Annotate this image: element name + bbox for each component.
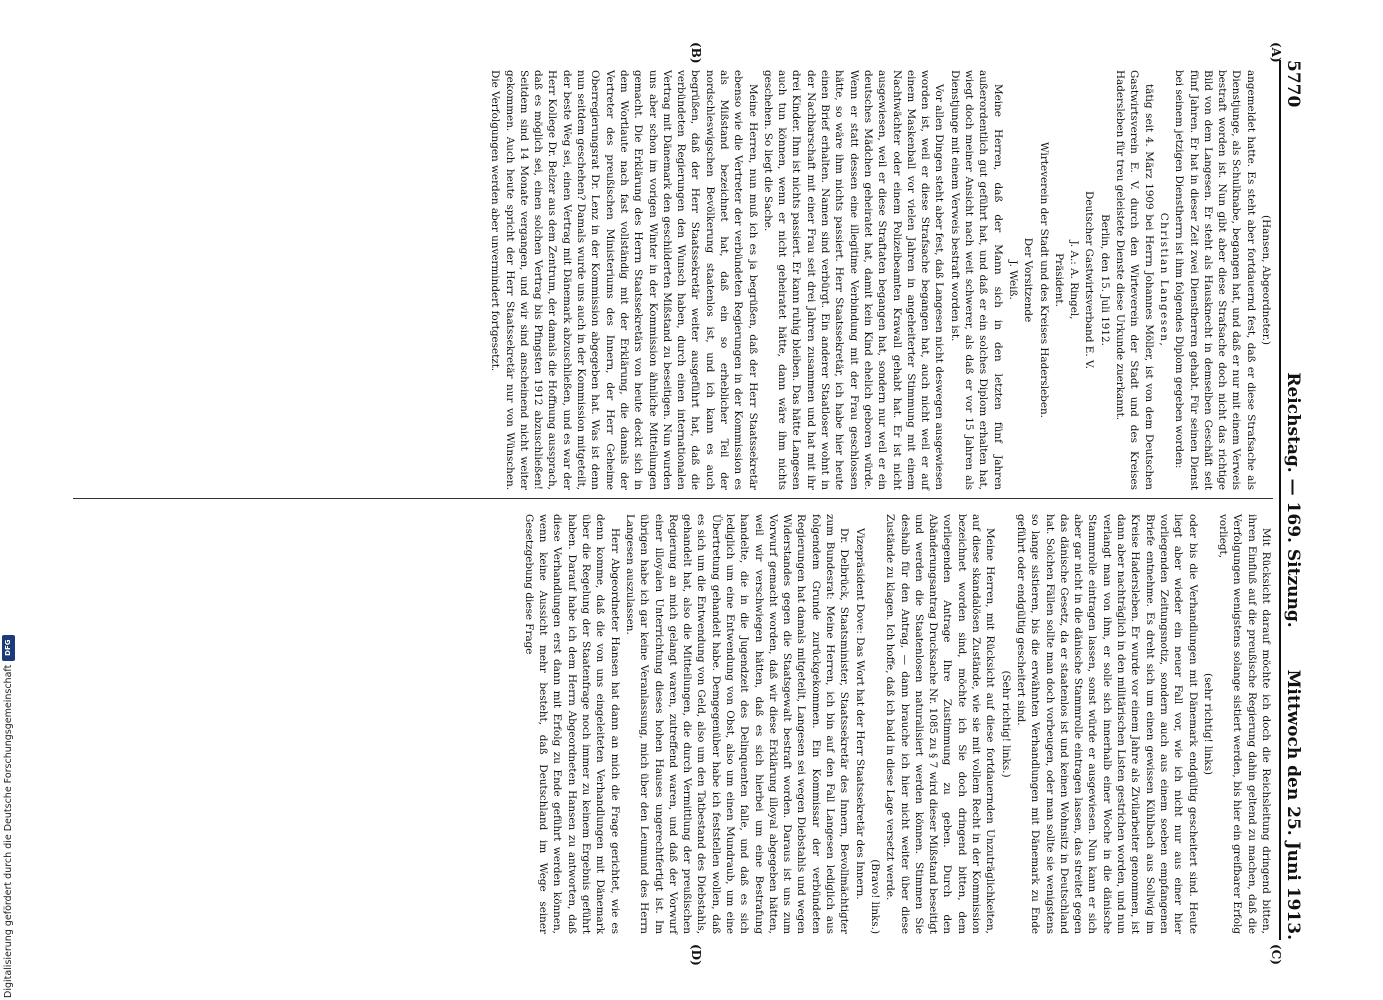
diploma-association: Wirteverein der Stadt und des Kreises Hadersleben. [1037, 142, 1050, 418]
interjection: (sehr richtig! links) [1201, 673, 1214, 775]
margin-marker-a: (A) [1269, 42, 1283, 63]
dfg-logo: DFG [2, 635, 15, 661]
paragraph: angemeldet hatte. Es steht aber fortdauernd fest, daß er diese Strafsache als Dienstjunge, als Schulknabe, begangen hat, und daß er nur mit einem Verweis bestraft worden ist. Nun gibt aber diese Strafsache doch nicht das richtige Bild von dem Langesen. Er steht als Hausknecht in demselben Geschäft seit fünf Jahren. Er hat in dieser Zeit zwei Dienstherren gehabt. Für seinen Dienst bei seinem jetzigen Dienstherrn ist ihm folgendes Diplom gegeben worden: [1173, 70, 1257, 490]
header-title: Reichstag. — 169. Sitzung. [1283, 372, 1303, 628]
credit-text: Digitalisierung gefördert durch die Deutsche Forschungsgemeinschaft [3, 664, 14, 998]
diploma-signature-title: Präsident. [1052, 253, 1065, 307]
paragraph: Meine Herren, daß der Mann sich in den letzten fünf Jahren außerordentlich gut geführt hat, und daß er ein solches Diplom erhalten hat, wiegt doch meiner Ansicht nach weit schwerer, als daß er vor 15 Jahren als Dienstjunge mit einem Verweis bestraft worden ist. [948, 70, 1004, 490]
paragraph: oder bis die Verhandlungen mit Dänemark endgültig gescheitert sind. Heute liegt aber wieder ein neuer Fall vor, wie ich nicht nur aus einer hier vorliegenden Zeitungsnotiz, sondern auch aus einem soeben empfangenen Briefe entnehme. Es dreht sich um einen gewissen Kühlbach aus Sollwig im Kreise Hadersleben. Er wurde vor einem Jahre als Zivilarbeiter genommen, ist dann aber nachträglich in den militärischen Listen gestrichen worden, und nun verlangt man von ihm, er solle sich innerhalb einer Woche in die dänische Stammrolle eintragen lassen, sonst würde er ausgewiesen. Nun kann er sich aber gar nicht in die dänische Stammrolle eintragen lassen, das streitet gegen das dänische Gesetz, da er staatenlos ist und keinen Wohnsitz in Deutschland hat. Solchen Fällen sollte man doch vorbeugen, oder man sollte sie wenigstens so lange sistieren, bis die erwähnten Verhandlungen mit Dänemark zu Ende geführt oder endgültig gescheitert sind. [1014, 514, 1199, 934]
diploma-signature: J. A.: A. Ringel, [1068, 240, 1081, 320]
header-date: Mittwoch den 25. Juni 1913. [1283, 669, 1303, 940]
speaker-tag: (Hansen, Abgeordneter.) [1260, 215, 1272, 345]
paragraph: Dr. Delbrück, Staatsminister, Staatssekretär des Innern, Bevollmächtigter zum Bundesrat: Meine Herren, ich bin auf den Fall Langesen lediglich aus folgendem Grunde zurückgekommen. Ein Kommissar der verbündeten Regierungen hat damals mitgeteilt, Langesen sei wegen Diebstahls und wegen Widerstandes gegen die Staatsgewalt bestraft worden. Daraus ist uns zum Vorwurf gemacht worden, daß wir diese Erklärung illoyal abgegeben hätten, weil wir verschwiegen hätten, daß es sich hierbei um eine Bestrafung handelte, die in die Jugendzeit des Delinquenten falle, und daß es sich lediglich um eine Entwendung von Obst, also um einen Mundraub, um eine Übertretung gehandelt habe. Demgegenüber habe ich feststellen wollen, daß es sich um die Entwendung von Geld, also um den Tatbestand des Diebstahls, gehandelt hat, also die Mitteilungen, die durch Vermittlung der preußischen Regierung an mich gelangt waren, zutreffend waren, und daß der Vorwurf einer illoyalen Unterrichtung dieses hohen Hauses ungerechtfertigt ist. Im übrigen habe ich gar keine Veranlassung, mich über den Leumund des Herrn Langesen auszulassen. [623, 514, 851, 934]
margin-marker-c: (C) [1269, 944, 1283, 965]
margin-marker-b: (B) [689, 42, 703, 64]
column-divider [73, 498, 1273, 499]
page-header [1279, 60, 1307, 940]
interjection: (Sehr richtig! links.) [999, 670, 1012, 778]
diploma-signature-title: Der Vorsitzende [1022, 237, 1035, 323]
paragraph: Vor allen Dingen steht aber fest, daß Langesen nicht deswegen ausgewiesen worden ist, weil er diese Strafsache begangen hat, auch nicht weil er auf einem Maskenball vor vielen Jahren in angeheiterter Stimmung mit einem Nachtwächter oder einem Polizeibeamten Krawall gehabt hat. Er ist nicht ausgewiesen, weil er diese Straftaten begangen hat, sondern nur weil er ein deutsches Mädchen geheiratet hat, damit kein Kind ehelich geboren würde. Wenn er statt dessen eine illegitime Verbindung mit der Frau geschlossen hätte, so wäre ihm nichts passiert. Herr Staatssekretär, ich habe hier heute einen Brief erhalten. Namen sind verbürgt. Ein anderer Staatloser wohnt in der Nachbarschaft mit einer Frau seit drei Jahren zusammen und hat mit ihr drei Kinder. Ihm ist nichts passiert. Er kann ruhig bleiben. Das hätte Langesen auch tun können, wenn er nicht geheiratet hätte, dann wäre ihm nichts geschehen. So liegt die Sache. [761, 70, 946, 490]
left-column [487, 70, 1273, 490]
paragraph: Meine Herren, mit Rücksicht auf diese fortdauernden Unzuträglichkeiten, auf diese skandalösen Zustände, wie sie mit vollem Recht in der Kommission bezeichnet worden sind, möchte ich Sie doch dringend bitten, dem vorliegenden Antrage Ihre Zustimmung zu geben. Durch den Abänderungsantrag Drucksache Nr. 1085 zu § 7 wird dieser Mißstand beseitigt und werden die Staatenlosen naturalisiert werden können. Stimmen Sie deshalb für den Antrag, — dann brauche ich hier nicht weiter über diese Zustände zu klagen. Ich hoffe, daß ich bald in diese Lage versetzt werde. [884, 514, 997, 934]
paragraph: tätig seit 4. März 1909 bei Herrn Johannes Möller, ist von dem Deutschen Gastwirtsverein E. V. durch den Wirteverein der Stadt und des Kreises Hadersleben für treu geleistete Dienste diese Urkunde zuerkannt. [1114, 70, 1155, 490]
diploma-name: Christian Langesen, [1157, 212, 1170, 348]
paragraph: Herr Abgeordneter Hansen hat dann an mich die Frage gerichtet, wie es denn komme, daß die von uns eingeleiteten Verhandlungen mit Dänemark über die Regelung der Staatenfrage noch immer zu keinem Ergebnis geführt haben. Darauf habe ich dem Herrn Abgeordneten Hansen zu antworten, daß diese Verhandlungen erst dann mit Erfolg zu Ende geführt werden können, wenn keine Aussicht mehr besteht, daß Deutschland im Wege seiner Gesetzgebung diese Frage [522, 514, 621, 934]
paragraph: Meine Herren, nun muß ich es ja begrüßen, daß der Herr Staatssekretär ebenso wie die Vertreter der verbündeten Regierungen in der Kommission es als Mißstand bezeichnet hat, daß ein so erheblicher Teil der nordschleswigschen Bevölkerung staatenlos ist, und ich kann es auch begrüßen, daß der Herr Staatssekretär weiter ausgeführt hat, daß die verbündeten Regierungen den Wunsch haben, durch einen internationalen Vertrag mit Dänemark den geschilderten Mißstand zu beseitigen. Nun wurden uns aber schon im vorigen Winter in der Kommission ähnliche Mitteilungen gemacht. Die Erklärung des Herrn Staatssekretärs von heute deckt sich in dem Wortlaute nach fast vollständig mit der Erklärung, die damals der Vertreter des preußischen Ministeriums des Innern, der Herr Geheime Oberregierungsrat Dr. Lenz in der Kommission abgegeben hat. Was ist denn nun seitdem geschehen? Damals wurde uns auch in der Kommission mitgeteilt, der beste Weg sei, einen Vertrag mit Dänemark abzuschließen, und es war der Herr Kollege Dr. Belzer aus dem Zentrum, der damals die Hoffnung aussprach, daß es möglich sei, einen solchen Vertrag bis Pfingsten 1912 abzuschließen! Seitdem sind 14 Monate vergangen, und wir sind anscheinend nicht weiter gekommen. Auch heute spricht der Herr Staatssekretär nur von Wünschen. Die Verfolgungen werden aber unvermindert fortgesetzt. [489, 70, 759, 490]
diploma-association: Deutscher Gastwirtsverband E. V. [1083, 191, 1096, 369]
diploma-signature: J. Weiß. [1006, 260, 1019, 300]
digitization-credit [2, 635, 15, 998]
speaker-announcement: Vizepräsident Dove: Das Wort hat der Herr Staatssekretär des Innern. [853, 528, 866, 900]
right-column [521, 514, 1273, 934]
margin-marker-d: (D) [689, 944, 703, 966]
paragraph: Mit Rücksicht darauf möchte ich doch die Reichsleitung dringend bitten, ihren Einfluß auf die preußische Regierung dahin geltend zu machen, daß die Verfolgungen wenigstens solange sistiert werden, bis hier ein greifbarer Erfolg vorliegt, [1217, 514, 1272, 934]
page-number: 5770 [1283, 60, 1303, 108]
interjection: (Bravo! links.) [868, 859, 881, 934]
diploma-place-date: Berlin, den 15. Juli 1912. [1098, 214, 1111, 346]
